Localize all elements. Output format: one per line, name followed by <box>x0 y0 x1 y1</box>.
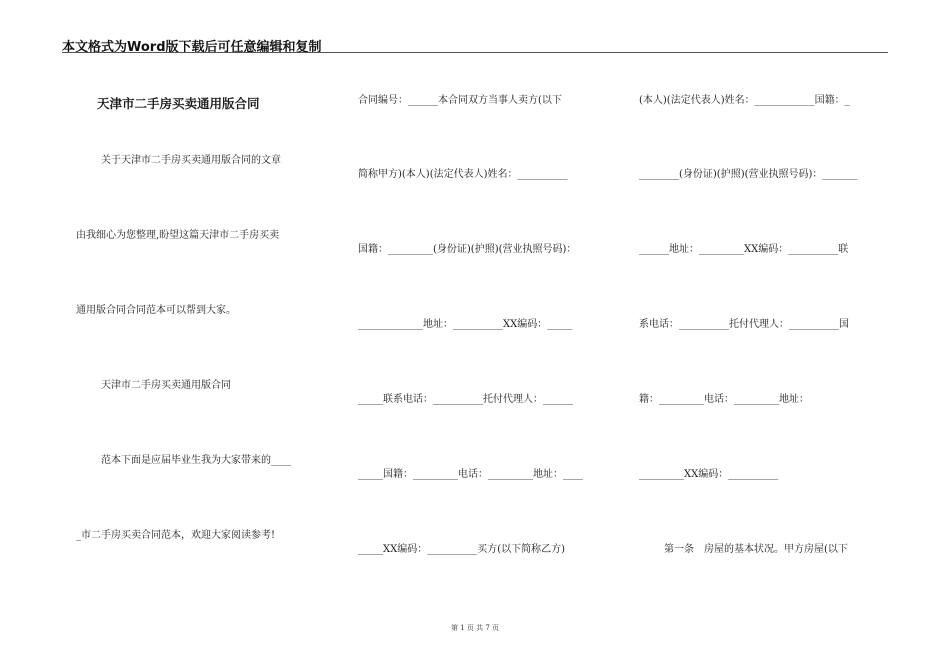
col2-line: 简称甲方)(本人)(法定代表人)姓名：__________ <box>358 169 568 180</box>
header-divider <box>62 52 888 53</box>
document-title: 天津市二手房买卖通用版合同 <box>97 96 260 111</box>
col1-line: 通用版合同合同范本可以帮到大家。 <box>76 305 236 316</box>
col2-line: 合同编号：______本合同双方当事人卖方(以下 <box>358 95 562 106</box>
col3-line: ______地址：_________XX编码：__________联 <box>639 244 849 255</box>
page-footer: 第 1 页 共 7 页 <box>450 624 500 632</box>
col3-line: (本人)(法定代表人)姓名：____________国籍：_ <box>639 95 850 106</box>
col2-line: _____联系电话：__________托付代理人：______ <box>358 394 573 405</box>
col1-line: _市二手房买卖合同范本，欢迎大家阅读参考! <box>76 530 276 541</box>
col1-line: 关于天津市二手房买卖通用版合同的文章 <box>101 155 281 166</box>
col3-line: _________XX编码：__________ <box>639 469 779 480</box>
col2-line: 国籍：_________(身份证)(护照)(营业执照号码)： <box>358 244 577 255</box>
col3-line: 籍：_________电话：_________地址： <box>639 394 809 405</box>
col2-line: _____________地址：__________XX编码：_____ <box>358 319 573 330</box>
col3-line: 系电话：__________托付代理人：__________国 <box>639 319 849 330</box>
col2-line: _____XX编码：__________买方(以下简称乙方) <box>358 544 566 555</box>
col1-line: 范本下面是应届毕业生我为大家带来的____ <box>101 455 291 466</box>
col3-line: 第一条 房屋的基本状况。甲方房屋(以下 <box>664 544 848 555</box>
page-header: 本文格式为Word版下载后可任意编辑和复制 <box>62 40 322 55</box>
col1-line: 天津市二手房买卖通用版合同 <box>101 380 231 391</box>
col1-line: 由我细心为您整理,盼望这篇天津市二手房买卖 <box>76 230 280 241</box>
col3-line: ________(身份证)(护照)(营业执照号码)：_______ <box>639 169 858 180</box>
col2-line: _____国籍：_________电话：_________地址：____ <box>358 469 583 480</box>
